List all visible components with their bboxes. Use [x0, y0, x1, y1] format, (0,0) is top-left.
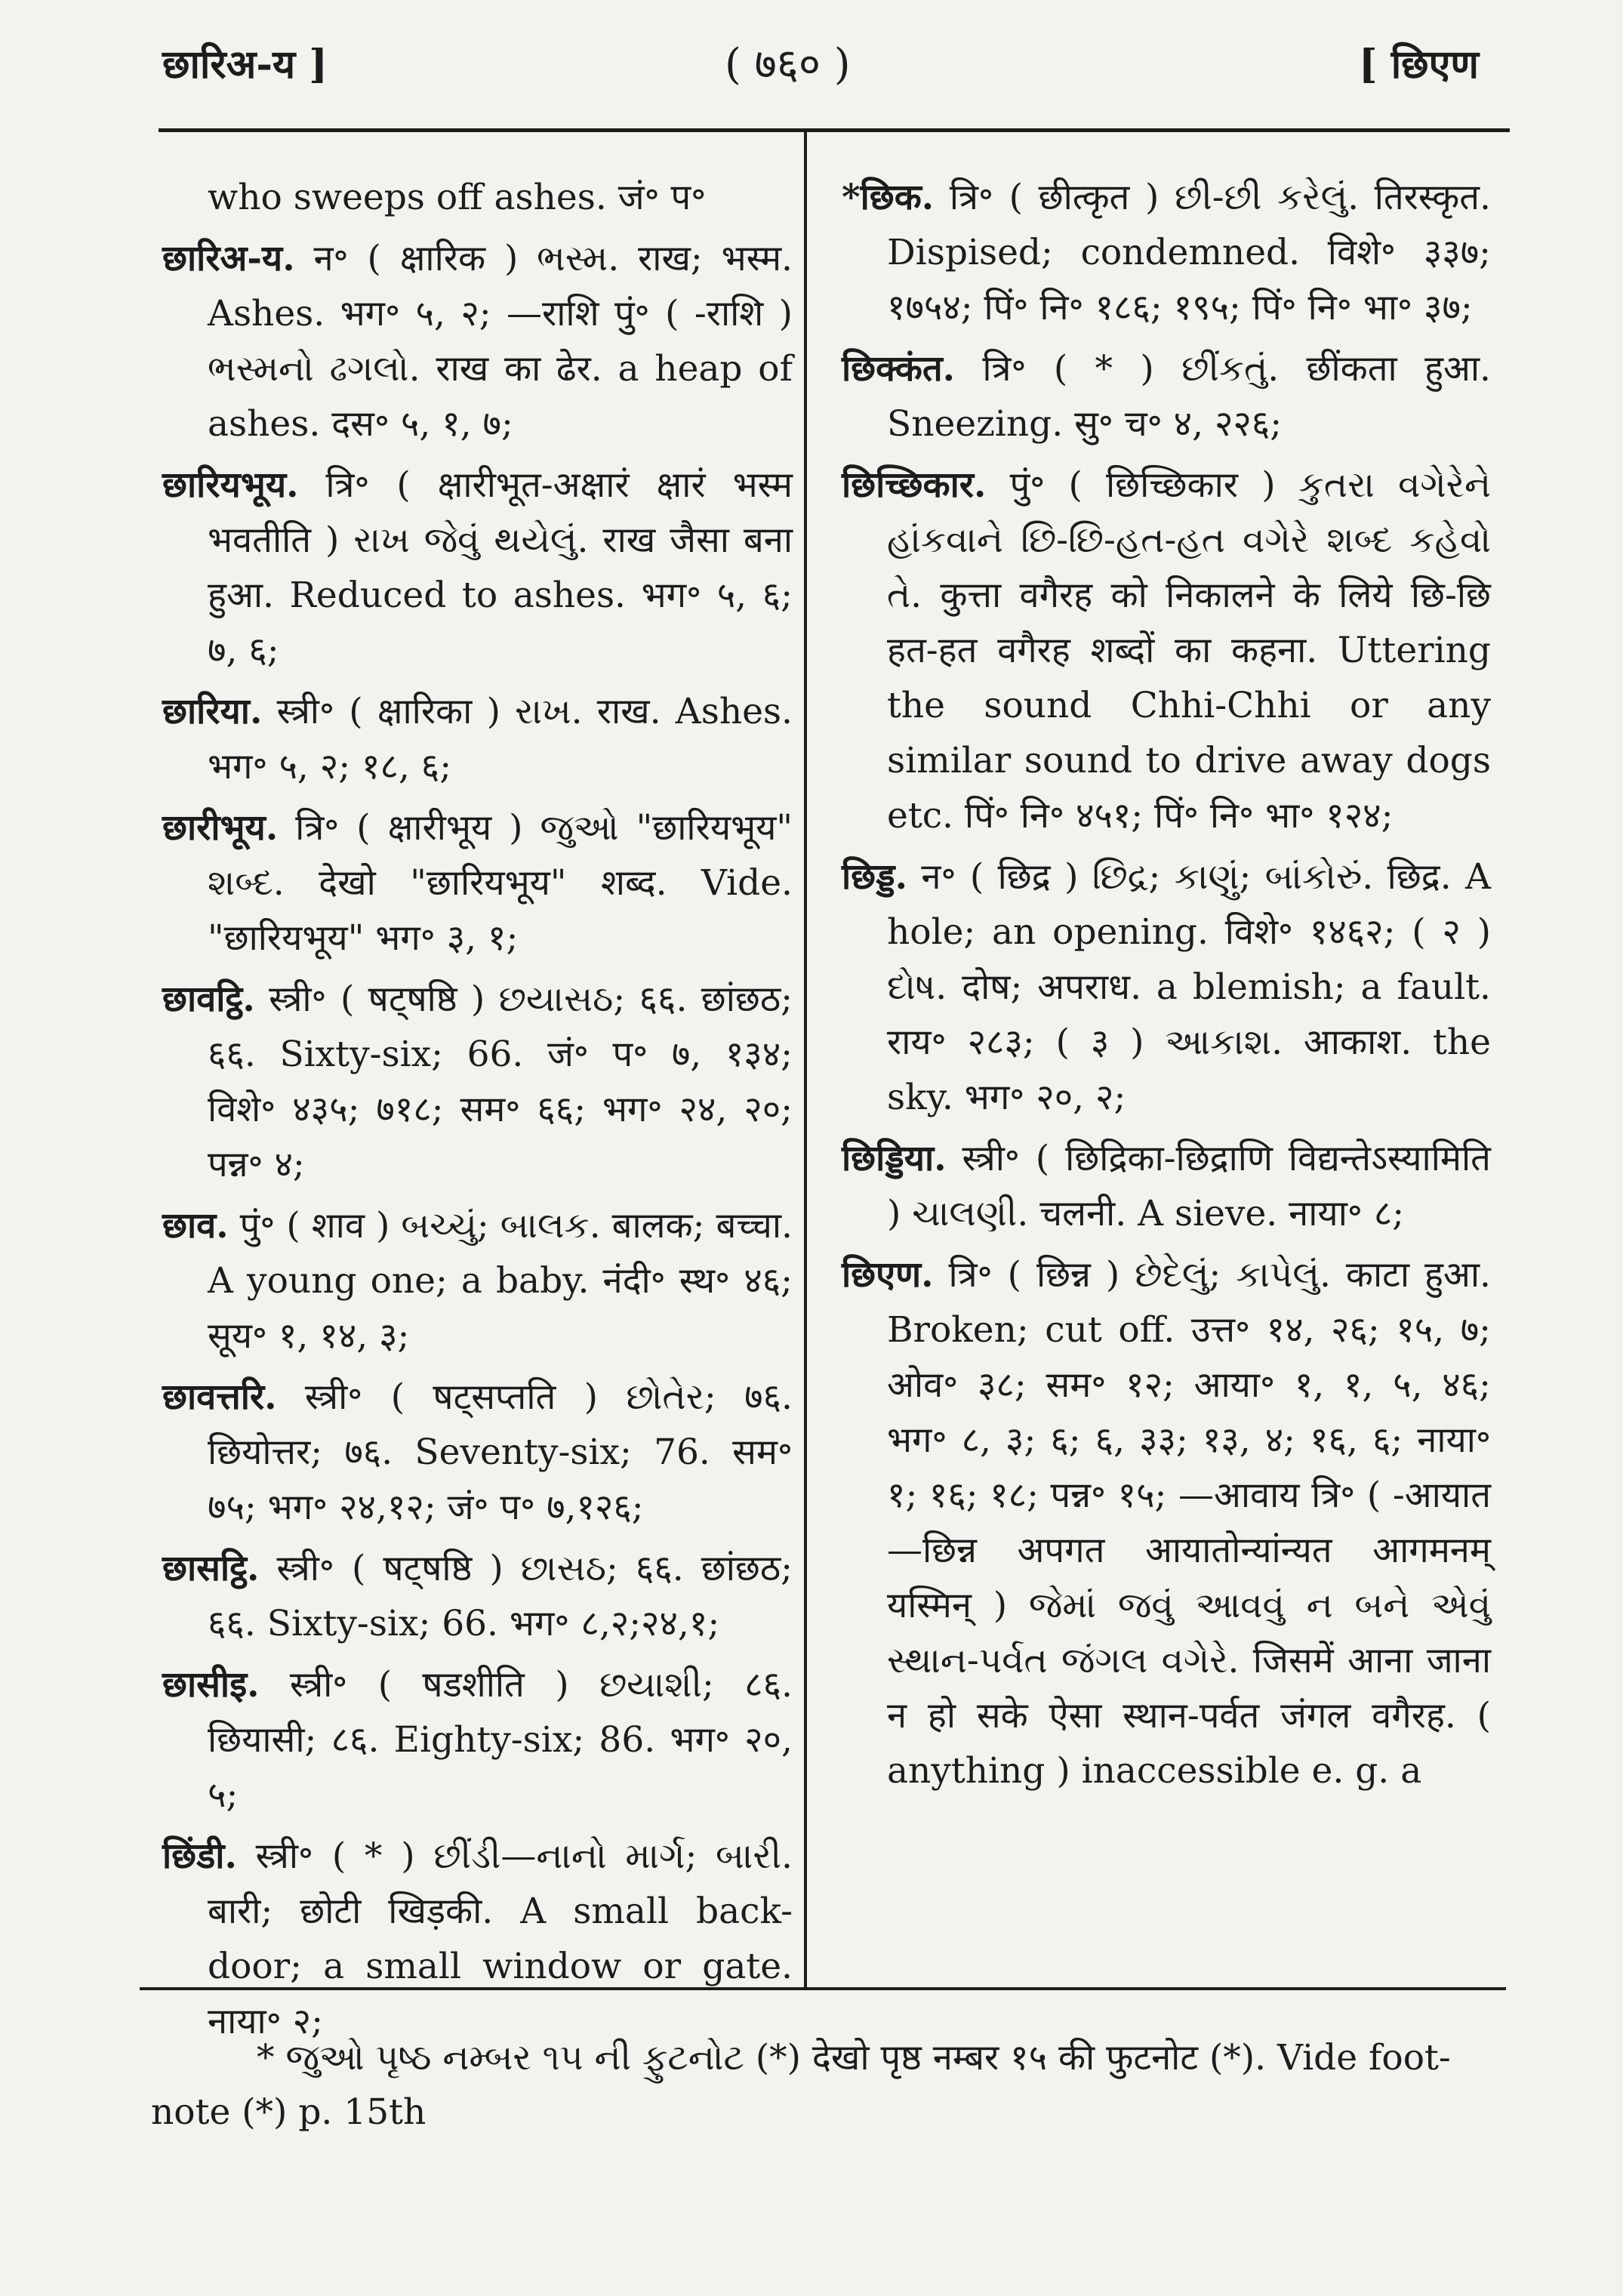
entry-headword: छारिया. — [162, 691, 263, 732]
entry-headword: छिच्छिकार. — [842, 464, 987, 506]
entry-text: त्रि॰ ( क्षारीभूय ) જુઓ "छारियभूय" શબ્દ. देखो "छारियभूय" शब्द. Vide. "छारियभूय" भग॰ ३, १; — [208, 807, 793, 959]
dictionary-entry — [162, 684, 793, 794]
page-number: ( ७६० ) — [725, 40, 851, 89]
entry-headword: छिंडी. — [162, 1835, 237, 1877]
header-rule — [159, 128, 1510, 132]
dictionary-entry — [842, 458, 1491, 843]
page-header — [0, 0, 1623, 113]
dictionary-entry — [162, 1657, 793, 1823]
dictionary-entry — [162, 1198, 793, 1364]
entry-headword: छावट्ठि. — [162, 978, 255, 1020]
entry-text: त्रि॰ ( छिन्न ) છેદેલું; કાપેલું. काटा हुआ. Broken; cut off. उत्त॰ १४, २६; १५, ७; ओव॰ ३८; सम॰ १२; आया॰ १, १, ५, ४६; भग॰ ८, ३; ६; ६, ३३; १३, ४; १६, ६; नाया॰ १; १६; १८; पन्न॰ १५; —आवाय त्रि॰ ( -आयात—छिन्न अपगत आयातोन्यांन्यत आगमनम् यस्मिन् ) જેમાં જવું આવવું ન બને એવું સ્થાન-પર્વત જંગલ વગેરે. जिसमें आना जाना न हो सके ऐसा स्थान-पर्वत जंगल वगैरह. ( anything ) inaccessible e. g. a — [887, 1254, 1491, 1792]
entry-headword: छारीभूय. — [162, 807, 279, 849]
right-column — [842, 170, 1491, 1804]
entry-text: न॰ ( क्षारिक ) ભસ્મ. राख; भस्म. Ashes. भग॰ ५, २; —राशि पुं॰ ( -राशि ) ભસ્મનો ઢગલો. राख का ढेर. a heap of ashes. दस॰ ५, १, ७; — [208, 238, 793, 445]
dictionary-entry — [162, 458, 793, 678]
entry-text: स्त्री॰ ( * ) છીંડી—નાનો માર્ગ; બારી. बारी; छोटी खिड़की. A small back-door; a small window or gate. नाया॰ २; — [208, 1835, 793, 2042]
entry-headword: छाव. — [162, 1205, 229, 1247]
entry-headword: *छिक. — [842, 177, 935, 218]
dictionary-entry — [842, 170, 1491, 335]
entry-text: न॰ ( छिद्र ) છિદ્ર; કાણું; બાંકોરું. छिद्र. A hole; an opening. विशे॰ १४६२; ( २ ) દોષ. दोष; अपराध. a blemish; a fault. राय॰ २८३; ( ३ ) આકાશ. आकाश. the sky. भग॰ २०, २; — [887, 856, 1491, 1118]
entry-text: स्त्री॰ ( षट्सप्तति ) છોતેર; ७६. छियोत्तर; ७६. Seventy-six; 76. सम॰ ७५; भग॰ २४,१२; जं॰ प॰ ७,१२६; — [208, 1376, 793, 1528]
entry-headword: छासीइ. — [162, 1664, 260, 1706]
entry-text: स्त्री॰ ( षट्षष्ठि ) છાસઠ; ६६. छांछठ; ६६. Sixty-six; 66. भग॰ ८,२;२४,१; — [208, 1548, 793, 1644]
dictionary-entry — [162, 231, 793, 451]
dictionary-entry — [162, 1829, 793, 2049]
entry-headword: छारिअ-य. — [162, 238, 295, 279]
dictionary-entry — [842, 1247, 1491, 1798]
entry-headword: छिड्डिया. — [842, 1138, 947, 1179]
entry-headword: छारियभूय. — [162, 464, 299, 506]
dictionary-entry — [842, 1131, 1491, 1241]
entry-text: स्त्री॰ ( षट्षष्ठि ) છયાસઠ; ६६. छांछठ; ६६. Sixty-six; 66. जं॰ प॰ ७, १३४; विशे॰ ४३५; ७१८; सम॰ ६६; भग॰ २४, २०; पन्न॰ ४; — [208, 978, 793, 1185]
entry-headword: छिड्ड. — [842, 856, 907, 898]
dictionary-entry — [162, 800, 793, 966]
entry-text: स्त्री॰ ( षडशीति ) છયાશી; ८६. छियासी; ८६. Eighty-six; 86. भग॰ २०, ५; — [208, 1664, 793, 1816]
dictionary-entry — [842, 341, 1491, 451]
footnote-rule — [140, 1987, 1506, 1990]
entry-text: पुं॰ ( शाव ) બચ્ચું; બાલક. बालक; बच्चा. A young one; a baby. नंदी॰ स्थ॰ ४६; सूय॰ १, १४, ३; — [208, 1205, 793, 1357]
entry-text: पुं॰ ( छिच्छिकार ) કુતરા વગેરેને હાંકવાને છિ-છિ-હત-હત વગેરે શબ્દ કહેવો તે. कुत्ता वगैरह को निकालने के लिये छि-छि हत-हत वगैरह शब्दों का कहना. Uttering the sound Chhi-Chhi or any similar sound to drive away dogs etc. पिं॰ नि॰ ४५१; पिं॰ नि॰ भा॰ १२४; — [887, 464, 1491, 837]
dictionary-entry — [842, 849, 1491, 1125]
header-left-guide-word: छारिअ-य ] — [162, 42, 328, 88]
entry-headword: छावत्तरि. — [162, 1376, 277, 1418]
column-divider — [804, 132, 807, 1989]
entry-text: स्त्री॰ ( क्षारिका ) રાખ. राख. Ashes. भग॰ ५, २; १८, ६; — [208, 691, 793, 787]
entry-text: who sweeps off ashes. जं॰ प॰ — [208, 177, 707, 218]
left-column — [162, 170, 793, 2055]
entry-headword: छिक्कंत. — [842, 348, 955, 390]
entry-text: त्रि॰ ( छीत्कृत ) છી-છી કરેલું. तिरस्कृत. Dispised; condemned. विशे॰ ३३७; १७५४; पिं॰ नि॰ १८६; १९५; पिं॰ नि॰ भा॰ ३७; — [887, 177, 1491, 328]
entry-headword: छासट्ठि. — [162, 1548, 260, 1589]
entry-text: स्त्री॰ ( छिद्रिका-छिद्राणि विद्यन्तेऽस्यामिति ) ચાલણી. चलनी. A sieve. नाया॰ ८; — [887, 1138, 1491, 1234]
header-right-guide-word: [ छिएण — [1359, 42, 1479, 88]
dictionary-entry — [162, 1370, 793, 1535]
dictionary-entry — [162, 1541, 793, 1651]
footnote: * જુઓ પૃષ્ઠ નમ્બર ૧૫ ની ફુટનોટ (*) देखो पृष्ठ नम्बर १५ की फुटनोट (*). Vide foot-note (*) p. 15th — [151, 2037, 1451, 2133]
dictionary-entry — [162, 972, 793, 1192]
entry-text: त्रि॰ ( क्षारीभूत-अक्षारं क्षारं भस्म भवतीति ) રાખ જેવું થયેલું. राख जैसा बना हुआ. Reduced to ashes. भग॰ ५, ६; ७, ६; — [208, 464, 793, 671]
entry-headword: छिएण. — [842, 1254, 934, 1296]
entry-text: त्रि॰ ( * ) છીંકતું. छींकता हुआ. Sneezing. सु॰ च॰ ४, २२६; — [887, 348, 1491, 445]
dictionary-entry — [162, 170, 793, 225]
